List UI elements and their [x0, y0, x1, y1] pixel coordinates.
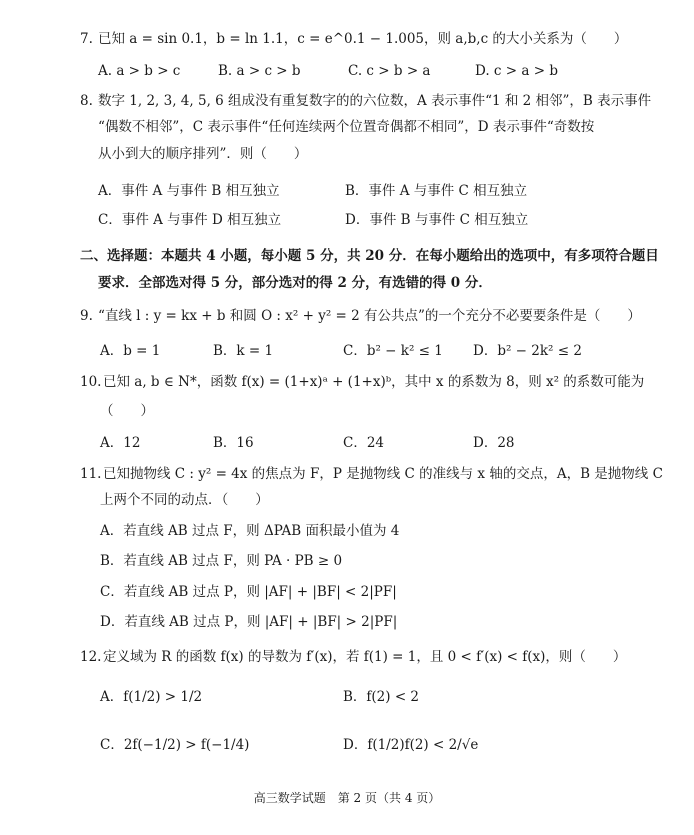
option-d: D. c > a > b	[475, 63, 558, 79]
question-text-line: 上两个不同的动点．（ ）	[100, 492, 269, 508]
question-number: 8.	[80, 93, 93, 109]
question-text: 已知 a = sin 0.1，b = ln 1.1，c = e^0.1 − 1.005，则 a,b,c 的大小关系为（ ）	[98, 31, 628, 47]
page-footer: 高三数学试题 第 2 页（共 4 页）	[253, 791, 441, 805]
option-d: D．若直线 AB 过点 P，则 |AF| + |BF| > 2|PF|	[100, 614, 398, 630]
option-b: B．k = 1	[213, 343, 274, 359]
option-c: C．若直线 AB 过点 P，则 |AF| + |BF| < 2|PF|	[100, 584, 397, 600]
question-text-line: 数字 1, 2, 3, 4, 5, 6 组成没有重复数字的的六位数，A 表示事件“1 和 2 相邻”，B 表示事件	[98, 93, 652, 109]
option-c: C．b² − k² ≤ 1	[343, 343, 443, 359]
option-a: A. a > b > c	[98, 63, 181, 79]
option-b: B．若直线 AB 过点 F，则 PA · PB ≥ 0	[100, 553, 343, 569]
question-text: 定义域为 R 的函数 f(x) 的导数为 f′(x)，若 f(1) = 1，且 0 < f′(x) < f(x)，则（ ）	[103, 649, 627, 665]
option-d: D．28	[473, 435, 515, 451]
option-a: A．12	[100, 435, 141, 451]
section-heading-line: 要求．全部选对得 5 分，部分选对的得 2 分，有选错的得 0 分．	[98, 275, 492, 291]
option-a: A．b = 1	[100, 343, 161, 359]
option-a: A．事件 A 与事件 B 相互独立	[98, 183, 280, 199]
option-d: D．f(1/2)f(2) < 2/√e	[343, 737, 479, 753]
option-b: B．f(2) < 2	[343, 689, 420, 705]
option-c: C．事件 A 与事件 D 相互独立	[98, 212, 282, 228]
question-number: 11.	[80, 466, 102, 482]
option-b: B．16	[213, 435, 254, 451]
question-number: 9.	[80, 308, 93, 324]
question-text-line: 从小到大的顺序排列”．则（ ）	[98, 146, 308, 162]
question-text-line: “偶数不相邻”，C 表示事件“任何连续两个位置奇偶都不相同”，D 表示事件“奇数按	[98, 119, 595, 135]
question-text-line: （ ）	[100, 403, 154, 419]
option-c: C. c > b > a	[348, 63, 431, 79]
option-b: B．事件 A 与事件 C 相互独立	[345, 183, 528, 199]
question-number: 10.	[80, 374, 102, 390]
question-text-line: 已知 a, b ∈ N*，函数 f(x) = (1+x)ᵃ + (1+x)ᵇ，其中 x 的系数为 8，则 x² 的系数可能为	[103, 374, 645, 390]
option-d: D．事件 B 与事件 C 相互独立	[345, 212, 529, 228]
question-text: “直线 l : y = kx + b 和圆 O : x² + y² = 2 有公共点”的一个充分不必要要条件是（ ）	[98, 308, 641, 324]
question-number: 12.	[80, 649, 102, 665]
option-a: A．f(1/2) > 1/2	[100, 689, 203, 705]
question-text-line: 已知抛物线 C : y² = 4x 的焦点为 F，P 是抛物线 C 的准线与 x 轴的交点，A，B 是抛物线 C	[103, 466, 663, 482]
question-number: 7.	[80, 31, 93, 47]
option-d: D．b² − 2k² ≤ 2	[473, 343, 582, 359]
option-c: C．24	[343, 435, 385, 451]
option-b: B. a > c > b	[218, 63, 301, 79]
option-a: A．若直线 AB 过点 F，则 ΔPAB 面积最小值为 4	[100, 523, 400, 539]
section-heading: 二、选择题：本题共 4 小题，每小题 5 分，共 20 分．在每小题给出的选项中，有多项符合题目	[80, 248, 659, 264]
option-c: C．2f(−1/2) > f(−1/4)	[100, 737, 250, 753]
